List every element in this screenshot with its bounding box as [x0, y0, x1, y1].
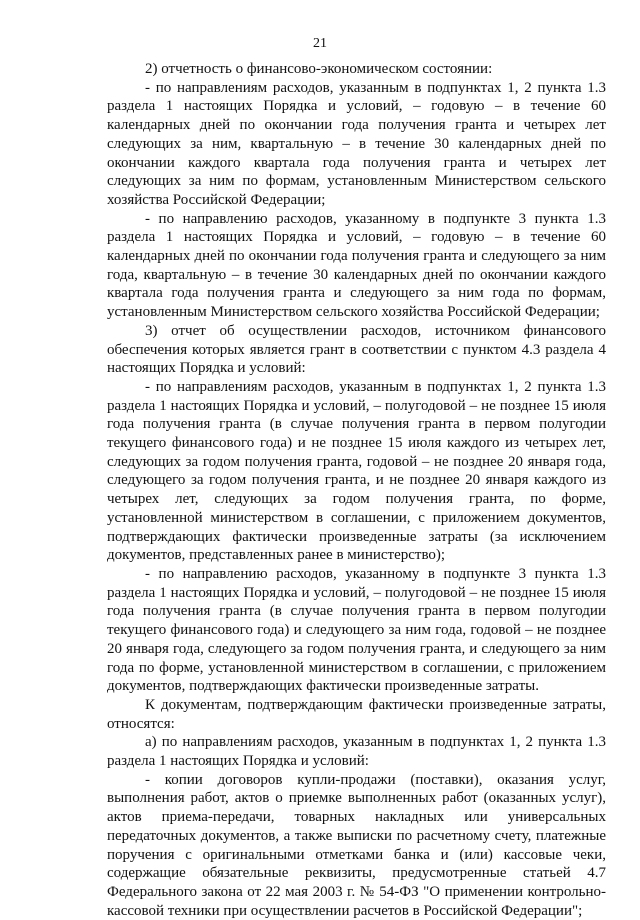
- paragraph-contract-copies: - копии договоров купли-продажи (поставки), оказания услуг, выполнения работ, актов о приемке выполненных работ (оказанных услуг), актов приема-передачи, товарных накладных или универсальных передаточных документов, а также выписки по расчетному счету, платежные поручения с оригинальными отметками банка и (или) кассовые чеки, содержащие обязательные реквизиты, предусмотренные статьей 4.7 Федерального закона от 22 мая 2003 г. № 54-ФЗ "О применении контрольно-кассовой техники при осуществлении расчетов в Российской Федерации";: [107, 771, 606, 919]
- document-body: [107, 60, 606, 920]
- paragraph-supporting-documents: К документам, подтверждающим фактически произведенные затраты, относятся:: [107, 696, 606, 732]
- page-number: 21: [313, 36, 327, 51]
- paragraph-reporting-financial-state: 2) отчетность о финансово-экономическом состоянии:: [145, 61, 493, 77]
- paragraph-expense-item-3: - по направлению расходов, указанному в подпункте 3 пункта 1.3 раздела 1 настоящих Порядка и условий, – полугодовой – не позднее 15 июля года получения гранта (в случае получения гранта в первом полугодии текущего финансового года) и следующего за ним года, годовой – не позднее 20 января года, следующего за годом получения гранта, и следующего за ним года по форме, установленной министерством в соглашении, с приложением документов, подтверждающих фактически произведенные затраты.: [107, 565, 606, 695]
- paragraph-subitem-a: а) по направлениям расходов, указанным в подпунктах 1, 2 пункта 1.3 раздела 1 настоящих Порядка и условий:: [107, 734, 606, 770]
- paragraph-reporting-item-3: - по направлению расходов, указанному в подпункте 3 пункта 1.3 раздела 1 настоящих Порядка и условий, – годовую – в течение 60 календарных дней по окончании года получения гранта и следующего за ним года, квартальную – в течение 30 календарных дней по окончании каждого квартала года получения гранта и следующего за ним года по формам, установленным Министерством сельского хозяйства Российской Федерации;: [107, 210, 606, 321]
- paragraph-expense-report: 3) отчет об осуществлении расходов, источником финансового обеспечения которых является грант в соответствии с пунктом 4.3 раздела 4 настоящих Порядка и условий:: [107, 322, 606, 377]
- paragraph-expense-items-1-2: - по направлениям расходов, указанным в подпунктах 1, 2 пункта 1.3 раздела 1 настоящих Порядка и условий, – полугодовой – не позднее 15 июля года получения гранта (в случае получения гранта в первом полугодии текущего финансового года) и не позднее 15 июля каждого из четырех лет, следующих за годом получения гранта, годовой – не позднее 20 января года, следующего за годом получения гранта, и не позднее 20 января каждого из четырех лет, следующих за годом получения гранта, по форме, установленной министерством в соглашении, с приложением документов, подтверждающих фактически произведенные затраты (за исключением документов, представленных ранее в министерство);: [107, 378, 606, 564]
- paragraph-reporting-items-1-2: - по направлениям расходов, указанным в подпунктах 1, 2 пункта 1.3 раздела 1 настоящих Порядка и условий, – годовую – в течение 60 календарных дней по окончании года получения гранта и четырех лет следующих за ним, квартальную – в течение 30 календарных дней по окончании каждого квартала года получения гранта и четырех лет следующих за ним по формам, установленным Министерством сельского хозяйства Российской Федерации;: [107, 79, 606, 208]
